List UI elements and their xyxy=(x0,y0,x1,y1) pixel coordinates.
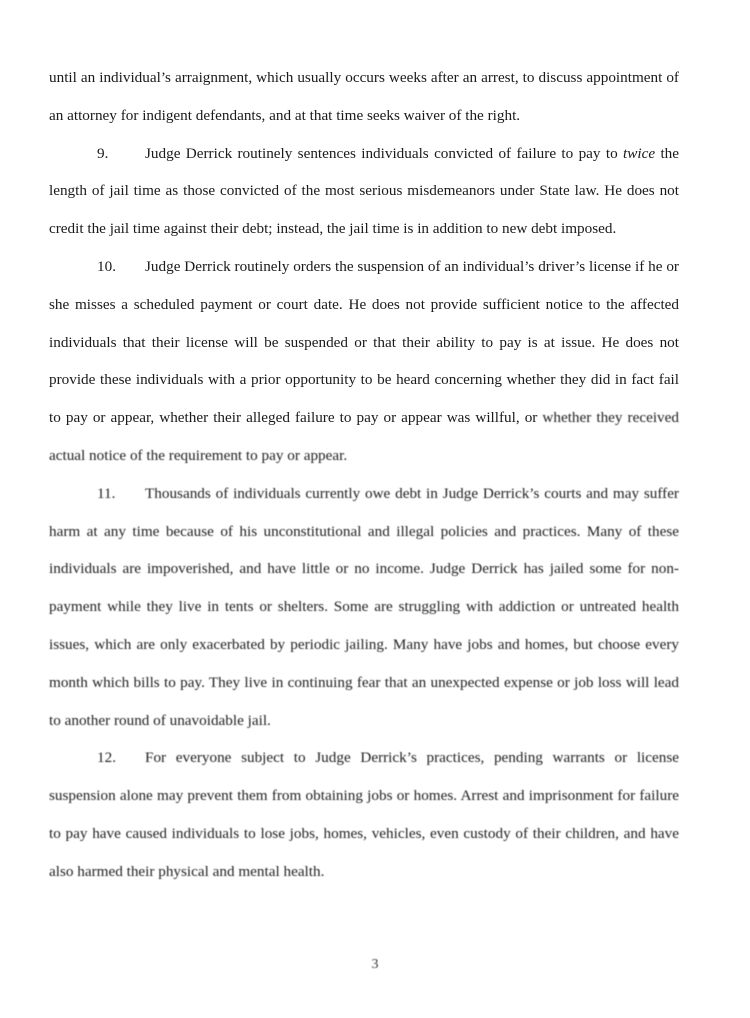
paragraph-9 xyxy=(49,135,679,248)
paragraph-continuation: until an individual’s arraignment, which usually occurs weeks after an arrest, to discuss appointment of an attorney for indigent defendants, and at that time seeks waiver of the right. xyxy=(49,69,679,124)
paragraph-text: Thousands of individuals currently owe debt in Judge Derrick’s courts and may suffer harm at any time because of his unconstitutional and illegal policies and practices. Many of these individuals are impoverished, and have little or no income. Judge Derrick has jailed some for non-payment while they live in tents or shelters. Some are struggling with addiction or untreated health issues, which are only exacerbated by periodic jailing. Many have jobs and homes, but choose every month which bills to pay. They live in continuing fear that an unexpected expense or job loss will lead to another round of unavoidable jail. xyxy=(49,484,679,729)
paragraph-text: the length of jail time as those convicted of the most serious misdemeanors under State law. He does not credit the jail time against their debt; instead, the jail time is in addition to new debt imposed. xyxy=(49,144,679,238)
paragraph-number: 12. xyxy=(97,749,116,767)
paragraph-text: Judge Derrick routinely sentences individuals convicted of failure to pay to xyxy=(145,144,624,162)
paragraph-text: For everyone subject to Judge Derrick’s practices, pending warrants or license suspension alone may prevent them from obtaining jobs or homes. Arrest and imprisonment for failure to pay have caused individuals to lose jobs, homes, vehicles, even custody of their children, and have also harmed their physical and mental health. xyxy=(49,749,679,880)
page-number: 3 xyxy=(371,957,379,972)
paragraph-12 xyxy=(49,739,679,890)
paragraph-number: 10. xyxy=(97,257,116,275)
document-page xyxy=(49,59,679,891)
paragraph-text: Judge Derrick routinely orders the suspension of an individual’s driver’s license if he or she misses a scheduled payment or court date. He does not provide sufficient notice to the affected individuals that their license will be suspended or that their ability to pay is at issue. He does not provide these individuals with a prior opportunity to be heard concerning whether they did in fact fail to pay or appear, whether their alleged failure to pay or appear was willful, or xyxy=(49,257,679,427)
emphasis-text: twice xyxy=(623,144,656,162)
paragraph-11 xyxy=(49,475,679,740)
paragraph-text-blurred: whether they received actual notice of the requirement to pay or appear. xyxy=(49,409,679,464)
paragraph-number: 9. xyxy=(97,144,109,162)
paragraph-10 xyxy=(49,248,679,475)
paragraph-number: 11. xyxy=(97,484,116,502)
